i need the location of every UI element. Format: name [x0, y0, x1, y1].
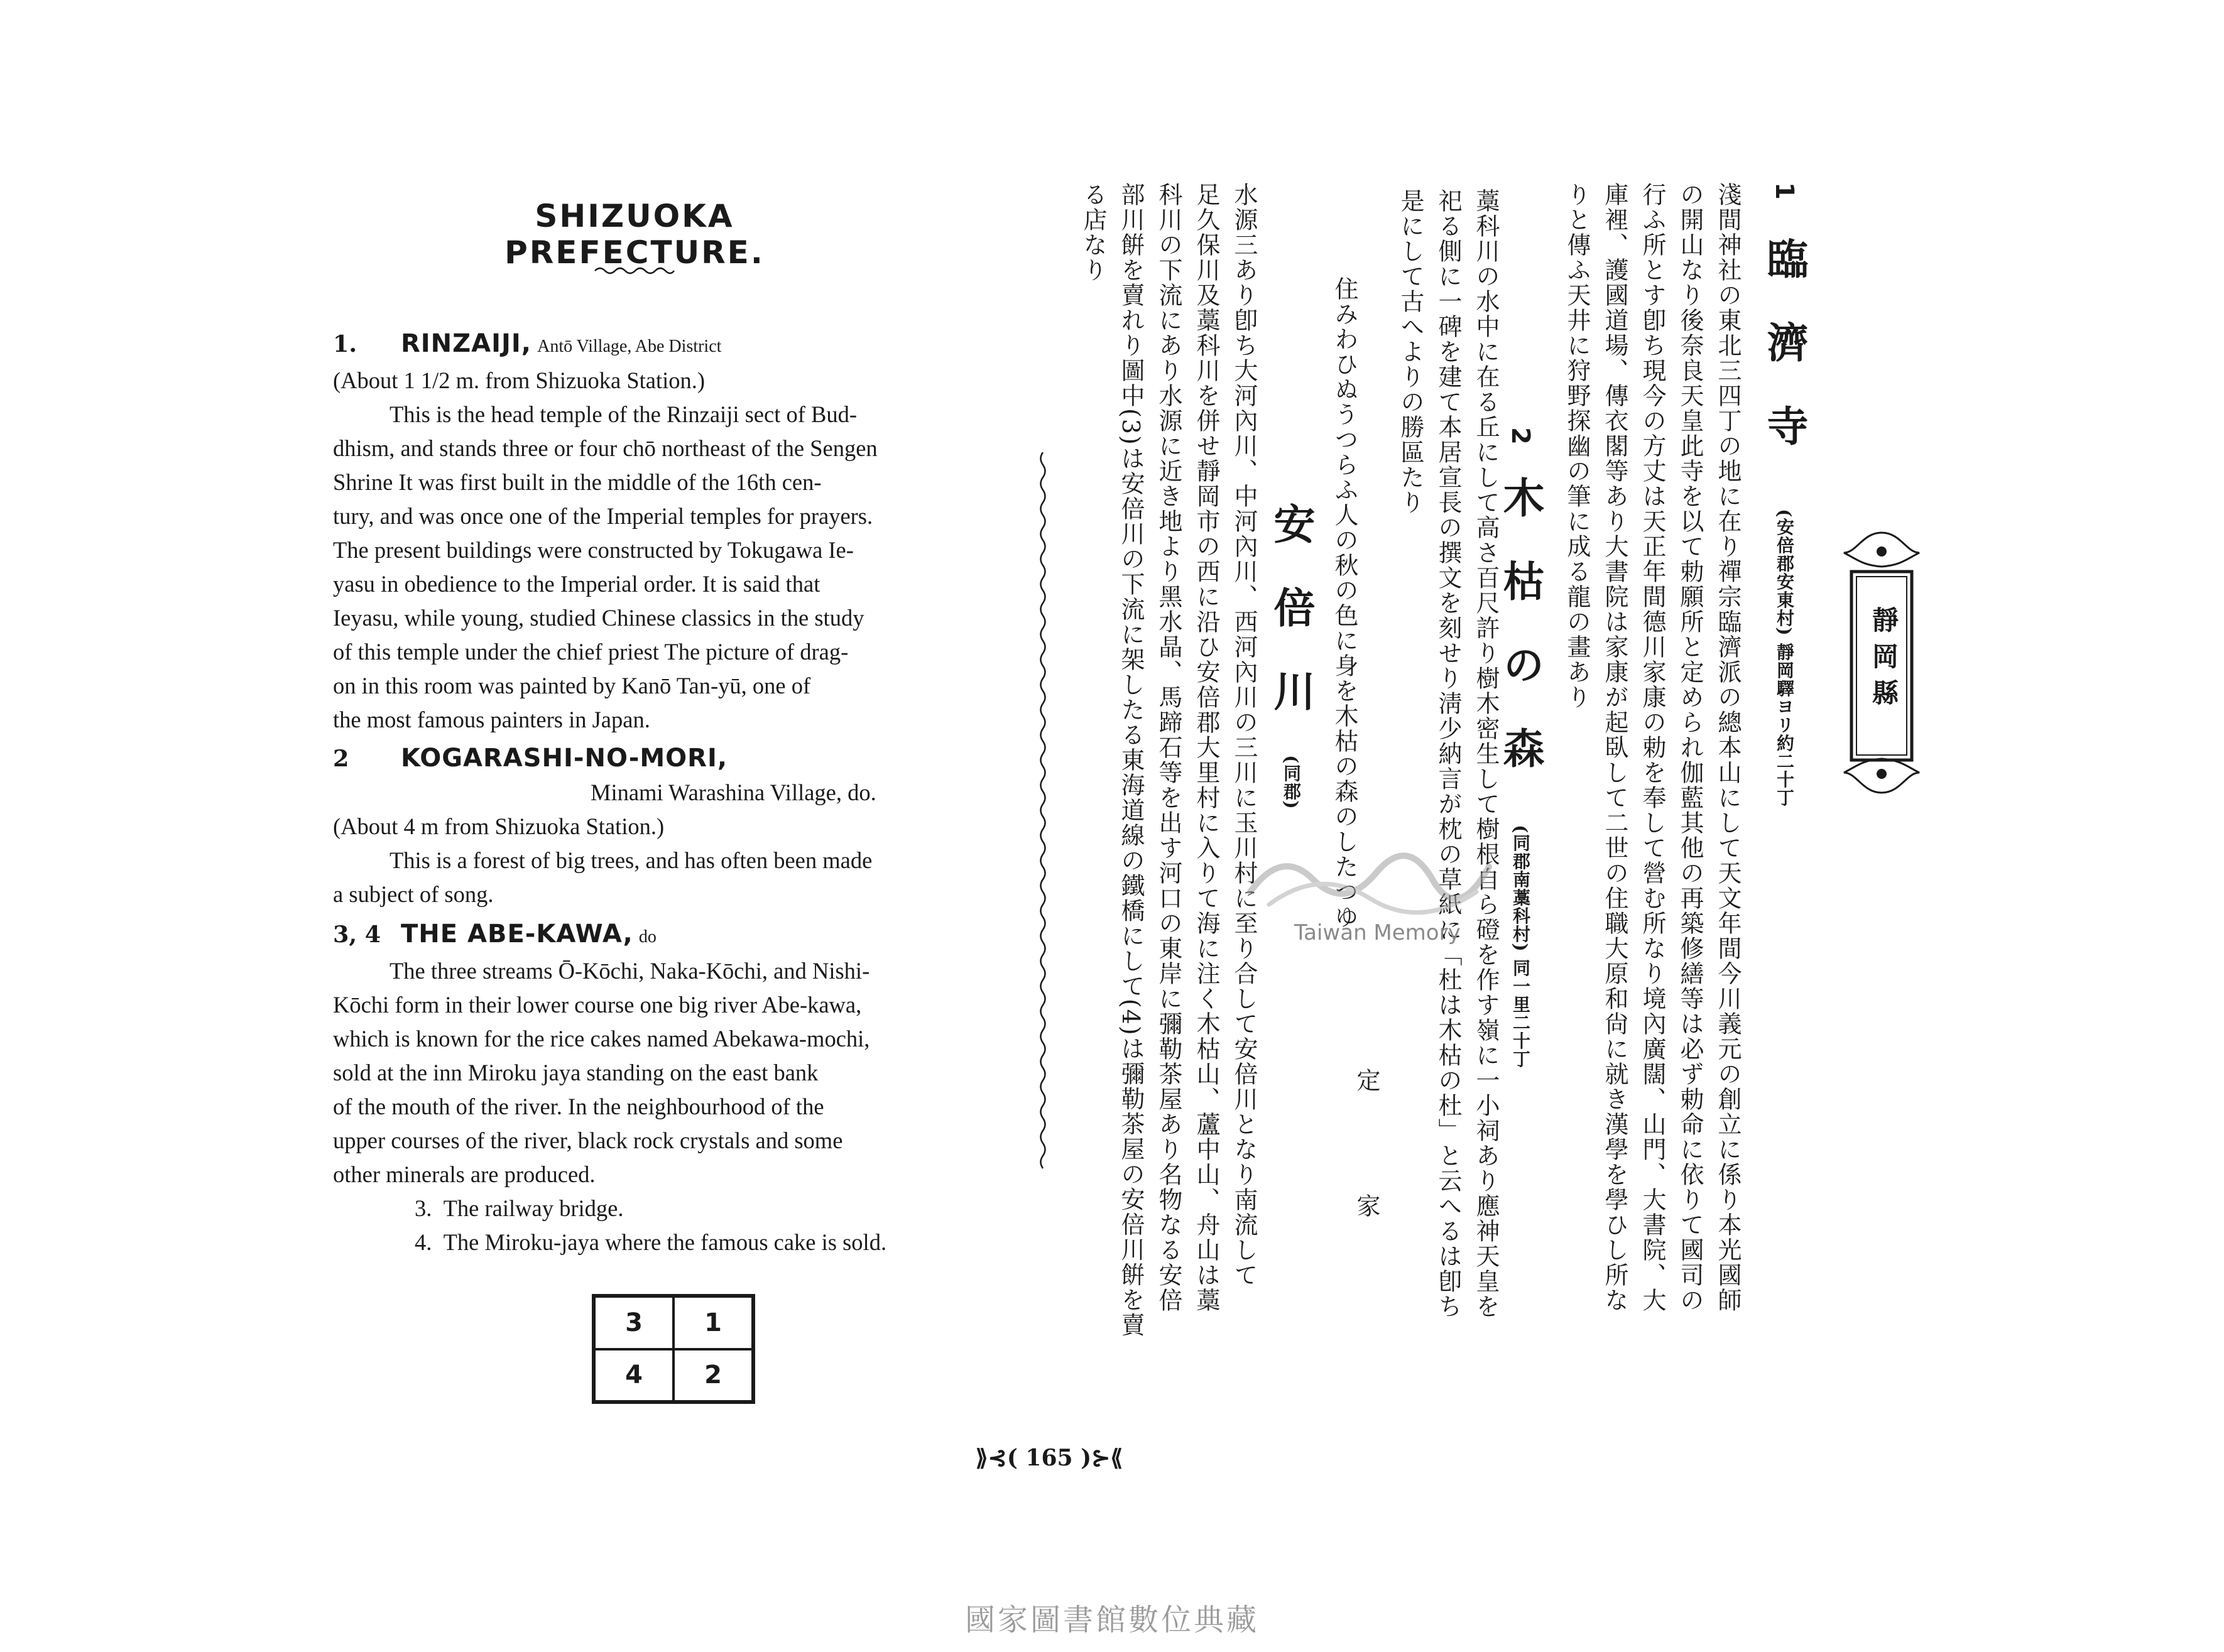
body-line: dhism, and stands three or four chō northeast of the Sengen — [333, 435, 878, 461]
page-number — [955, 1445, 1143, 1471]
body-line: sold at the inn Miroku jaya standing on the east bank — [333, 1060, 819, 1085]
body-line: of the mouth of the river. In the neighbourhood of the — [333, 1094, 824, 1119]
watermark-text: Taiwan Memory — [1294, 920, 1461, 945]
caption-number: 3. — [415, 1195, 432, 1221]
body-line: on in this room was painted by Kanō Tan-yū, one of — [333, 673, 811, 698]
title-flourish-ornament — [594, 264, 675, 278]
body-line: This is a forest of big trees, and has often been made — [390, 847, 873, 873]
jp-section-subtitle: (安倍郡安東村) 靜岡驛ヨリ約二十丁 — [1774, 509, 1795, 807]
prefecture-label: 靜岡縣 — [1868, 606, 1899, 715]
wavy-column-divider — [1037, 452, 1049, 1175]
page-number-ornament-left: ⟫⊰( — [975, 1445, 1026, 1471]
jp-body-line: 藁科川の水中に在る丘にして高さ百尺許り樹木密生して樹根自ら磴を作す嶺に一小祠あり應神天皇を — [1472, 188, 1500, 1319]
section-distance: (About 4 m from Shizuoka Station.) — [333, 813, 665, 839]
jp-poem-text: 住みわひぬうつらふ人の秋の色に身を木枯の森のしたつゆ — [1331, 276, 1358, 930]
jp-body-line: 水源三あり卽ち大河內川、中河內川、西河內川の三川に玉川村に至り合して安倍川となり南流して — [1230, 182, 1258, 1288]
caption-number: 4. — [415, 1229, 432, 1255]
jp-section-title: 臨 濟 寺 — [1760, 237, 1809, 460]
body-line: the most famous painters in Japan. — [333, 707, 650, 732]
section-name: THE ABE-KAWA, — [401, 920, 633, 948]
section-heading — [333, 327, 1024, 364]
jp-body-line: 淺間神社の東北三四丁の地に在り禪宗臨濟派の總本山にして天文年間今川義元の創立に係り本光國師 — [1714, 182, 1742, 1313]
section-number: 3, 4 — [333, 921, 381, 948]
section-number: 2 — [333, 745, 349, 772]
jp-body-line: りと傳ふ天井に狩野探幽の筆に成る龍の畫あり — [1563, 182, 1591, 710]
watermark-logo — [1244, 842, 1495, 917]
jp-body-line: 科川の下流にあり水源に近き地より黑水晶、馬蹄石等を出す河口の東岸に彌勒茶屋あり名物なる安倍 — [1155, 182, 1182, 1313]
page-number-ornament-right: )⊱⟪ — [1072, 1445, 1123, 1471]
plate-key-grid — [592, 1294, 755, 1404]
section-distance: (About 1 1/2 m. from Shizuoka Station.) — [333, 367, 706, 393]
jp-section-number: 1 — [1770, 182, 1799, 201]
section-number: 1. — [333, 330, 357, 357]
section-name: RINZAIJI, — [401, 329, 531, 358]
section-heading — [333, 741, 1024, 776]
body-line: which is known for the rice cakes named Abekawa-mochi, — [333, 1026, 870, 1052]
body-line: yasu in obedience to the Imperial order. It is said that — [333, 571, 820, 597]
jp-body-line: る店なり — [1079, 182, 1107, 283]
body-line: other minerals are produced. — [333, 1161, 596, 1187]
section-location: Minami Warashina Village, do. — [591, 780, 876, 805]
english-section-kogarashi — [333, 741, 1024, 911]
english-section-rinzaiji — [333, 327, 1024, 737]
library-collection-mark: 國家圖書館數位典藏 — [964, 1602, 1259, 1638]
body-line: a subject of song. — [333, 881, 494, 907]
body-line: Kōchi form in their lower course one big river Abe-kawa, — [333, 992, 862, 1018]
body-line: tury, and was once one of the Imperial temples for prayers. — [333, 503, 873, 529]
jp-section1-heading — [1759, 182, 1809, 1332]
jp-poem — [1326, 276, 1363, 1156]
body-line: The three streams Ō-Kōchi, Naka-Kōchi, and Nishi- — [390, 958, 870, 984]
section-location: do — [638, 927, 657, 947]
caption-text: The Miroku-jaya where the famous cake is sold. — [443, 1229, 887, 1255]
jp-section2-body — [1379, 188, 1505, 1420]
english-page-title: SHIZUOKA PREFECTURE. — [504, 198, 765, 271]
caption-text: The railway bridge. — [443, 1195, 624, 1221]
body-line: This is the head temple of the Rinzaiji sect of Bud- — [390, 401, 858, 427]
jp-body-line: の開山なり後奈良天皇此寺を以て勅願所と定められ伽藍其他の再築修繕等は必ず勅命に依りて國司の — [1676, 182, 1704, 1313]
jp-body-line: 行ふ所とす卽ち現今の方丈は天正年間德川家康の勅を奉して營む所なり境內廣闊、山門、大書院、大 — [1638, 182, 1666, 1313]
jp-section3-body — [1068, 182, 1263, 1426]
body-line: Ieyasu, while young, studied Chinese classics in the study — [333, 605, 864, 631]
key-cell: 4 — [594, 1349, 673, 1402]
caption-miroku-jaya — [333, 1225, 1024, 1259]
english-section-abekawa — [333, 917, 1024, 1259]
jp-section1-body — [1533, 182, 1747, 1394]
jp-section-subtitle: (同郡南藁科村) 同一里二十丁 — [1510, 825, 1531, 1068]
key-cell: 1 — [673, 1296, 753, 1349]
key-cell: 2 — [673, 1349, 753, 1402]
body-line: Shrine It was first built in the middle of the 16th cen- — [333, 469, 822, 495]
body-line: of this temple under the chief priest The picture of drag- — [333, 639, 849, 665]
jp-section-subtitle: (同郡) — [1281, 755, 1302, 810]
key-cell: 3 — [594, 1296, 673, 1349]
caption-railway-bridge — [333, 1192, 1024, 1225]
body-line: The present buildings were constructed by Tokugawa Ie- — [333, 537, 854, 563]
jp-body-line: 是にして古へよりの勝區たり — [1397, 188, 1424, 515]
jp-body-line: 庫裡、護國道場、傳衣閣等あり大書院は家康が起臥して二世の住職大原和尙に就き漢學を學ひし所な — [1601, 182, 1628, 1313]
jp-poet-name: 定 家 — [1353, 1068, 1380, 1219]
section-location: Antō Village, Abe District — [537, 337, 722, 356]
jp-section3-heading — [1266, 503, 1316, 1652]
section-name: KOGARASHI-NO-MORI, — [401, 744, 728, 773]
jp-section-number: 2 — [1506, 427, 1535, 446]
jp-section-title: 安 倍 川 — [1267, 503, 1316, 725]
body-line: upper courses of the river, black rock crystals and some — [333, 1128, 843, 1153]
page-number-value: 165 — [1025, 1445, 1073, 1471]
section-heading — [333, 917, 1024, 954]
jp-section-title: 木 枯 の 森 — [1496, 476, 1545, 782]
jp-body-line: 足久保川及藁科川を併せ靜岡市の西に沿ひ安倍郡大里村に入りて海に注く木枯山、蘆中山、舟山は藁 — [1192, 182, 1220, 1313]
jp-body-line: 祀る側に一碑を建て本居宣長の撰文を刻せり淸少納言が枕の草紙に「杜は木枯の杜」と云へるは卽ち — [1434, 188, 1462, 1319]
jp-body-line: 部川餠を賣れり圖中(3)は安倍川の下流に架したる東海道線の鐵橋にして(4)は彌勒茶屋の安倍川餠を賣 — [1117, 182, 1145, 1338]
